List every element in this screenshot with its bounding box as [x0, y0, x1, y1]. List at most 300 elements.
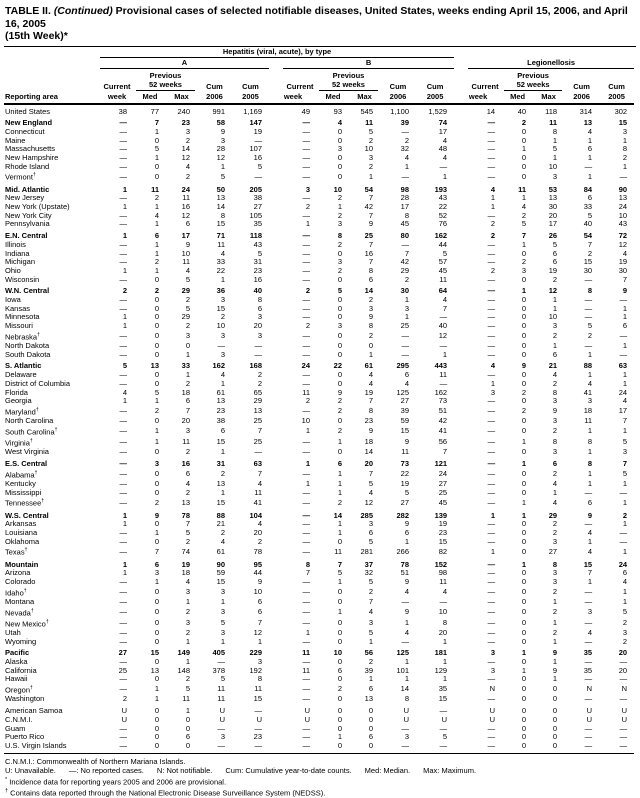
reporting-area: Iowa: [5, 296, 21, 305]
cell-value: U: [121, 714, 127, 724]
cell-value: 0: [533, 742, 564, 753]
cell-value: 5: [337, 286, 342, 296]
cell-value: 0: [521, 349, 527, 359]
table-row: [4, 331, 634, 342]
cell-value: 4: [122, 387, 127, 397]
reporting-area: Pacific: [5, 648, 30, 658]
cell-value: 6: [622, 568, 628, 578]
cell-value: 3: [521, 265, 527, 275]
cell-value: 1: [552, 636, 558, 646]
cell-value: 9: [587, 510, 593, 520]
cell-value: 1: [490, 193, 496, 203]
cell-value: —: [119, 274, 127, 284]
cell-value: 0: [154, 303, 159, 313]
cell-value: 21: [548, 361, 558, 371]
cell-value: 314: [579, 106, 593, 116]
cell-value: —: [487, 694, 496, 704]
cell-value: 51: [400, 568, 409, 578]
cell-value: 9: [368, 312, 373, 322]
cell-value: 3: [220, 135, 225, 145]
cell-value: U: [621, 706, 628, 716]
table-row: [4, 322, 634, 331]
cell-value: 2: [490, 231, 496, 241]
cell-value: 1: [622, 426, 628, 436]
cell-value: 1: [552, 618, 558, 628]
cell-value: —: [619, 674, 628, 684]
cell-value: 23: [181, 118, 190, 128]
cell-value: 3: [257, 312, 262, 322]
cell-value: 1: [220, 636, 225, 646]
reporting-area: Tennessee†: [5, 498, 45, 508]
reporting-area: South Carolina†: [5, 426, 58, 437]
cell-value: —: [302, 527, 310, 537]
cell-value: —: [254, 706, 262, 716]
cell-value: 0: [521, 723, 527, 733]
cell-value: 2: [552, 519, 558, 529]
reporting-area: Alaska: [5, 658, 28, 667]
cell-value: 7: [622, 459, 628, 469]
reporting-area: District of Columbia: [5, 379, 71, 388]
cell-value: 1: [587, 468, 593, 478]
cell-value: —: [302, 341, 310, 351]
col-header-cum: Cum: [389, 81, 407, 91]
cell-value: 1: [552, 341, 558, 351]
cell-value: 0: [521, 527, 527, 537]
cell-value: —: [302, 657, 310, 667]
cell-value: 1: [368, 636, 373, 646]
cell-value: 0: [521, 153, 527, 163]
cell-value: 31: [216, 459, 225, 469]
cell-value: —: [401, 349, 409, 359]
cell-value: 17: [618, 406, 628, 416]
cell-value: 14: [181, 144, 190, 154]
cell-value: 991: [212, 106, 225, 116]
cell-value: 19: [400, 478, 409, 488]
cell-value: 1: [622, 519, 628, 529]
cell-value: 2: [185, 606, 190, 616]
cell-value: 1: [622, 341, 628, 351]
cell-value: 4: [404, 378, 409, 388]
cell-value: 1: [368, 349, 373, 359]
cell-value: 1: [587, 576, 593, 586]
cell-value: 29: [181, 286, 190, 296]
cell-value: 4: [587, 126, 593, 136]
title-main-text: Provisional cases of selected notifiable diseases, United States, weeks ending April 15, 2006, and April 16, 2005: [5, 5, 628, 30]
cell-value: 1: [337, 576, 342, 586]
cell-value: 10: [438, 606, 448, 616]
cell-value: 0: [521, 426, 527, 436]
cell-value: U: [586, 706, 593, 716]
cell-value: 11: [302, 665, 310, 675]
reporting-area: Pennsylvania: [5, 220, 50, 229]
cell-value: 1: [552, 303, 558, 313]
cell-value: 5: [185, 684, 190, 694]
cell-value: 1: [552, 657, 558, 667]
cell-value: 23: [216, 406, 225, 416]
cell-value: —: [302, 684, 310, 694]
cell-value: 98: [438, 568, 448, 578]
cell-value: 443: [434, 361, 448, 371]
reporting-area: United States: [5, 106, 51, 116]
reporting-area: Wyoming: [5, 637, 37, 646]
cell-value: —: [487, 732, 496, 742]
cell-value: 0: [134, 742, 166, 753]
table-row: [4, 716, 634, 725]
cell-value: 22: [333, 361, 342, 371]
cell-value: 9: [404, 606, 409, 616]
cell-value: 229: [249, 648, 262, 658]
cell-value: 162: [434, 387, 448, 397]
col-header-med: Med: [502, 91, 533, 104]
cell-value: 73: [400, 459, 409, 469]
cell-value: 11: [334, 546, 342, 556]
cell-value: 22: [216, 265, 225, 275]
cell-value: —: [401, 636, 409, 646]
cell-value: 11: [217, 239, 225, 249]
cell-value: 0: [552, 684, 558, 694]
cell-value: 11: [151, 184, 159, 194]
cell-value: 20: [618, 648, 628, 658]
col-header-cum: Cum: [608, 81, 625, 91]
reporting-area: Illinois: [5, 240, 26, 249]
cell-value: 1: [622, 370, 628, 380]
cell-value: 1: [154, 437, 159, 447]
cell-value: 42: [400, 257, 409, 267]
cell-value: 80: [400, 231, 409, 241]
cell-value: 13: [618, 193, 628, 203]
cell-value: 0: [337, 312, 342, 322]
cell-value: 4: [185, 265, 190, 275]
col-header-previous: Previous: [149, 70, 182, 80]
cell-value: 8: [337, 231, 342, 241]
col-header-current: Current: [103, 81, 131, 91]
cell-value: 1: [490, 546, 496, 556]
cell-value: 40: [583, 219, 593, 229]
table-row: [4, 667, 634, 676]
cell-value: 1: [122, 510, 127, 520]
cell-value: 3: [490, 665, 496, 675]
cell-value: —: [302, 312, 310, 322]
cell-value: 20: [618, 665, 628, 675]
cell-value: 52: [438, 210, 448, 220]
cell-value: 4: [185, 576, 190, 586]
cell-value: 9: [552, 406, 558, 416]
table-row: [4, 128, 634, 137]
cell-value: 0: [154, 349, 159, 359]
cell-value: 1: [521, 648, 527, 658]
cell-value: 90: [216, 559, 225, 569]
cell-value: 45: [400, 219, 409, 229]
cell-value: 63: [253, 459, 262, 469]
cell-value: 4: [368, 606, 373, 616]
cell-value: 2: [257, 536, 262, 546]
reporting-area: W.S. Central: [5, 510, 49, 520]
cell-value: 1: [122, 321, 127, 331]
cell-value: 10: [548, 312, 558, 322]
cell-value: 63: [618, 361, 628, 371]
cell-value: 1: [337, 527, 342, 537]
cell-value: 2: [587, 248, 593, 258]
cell-value: —: [439, 312, 448, 322]
cell-value: 2: [337, 406, 342, 416]
cell-value: 1,100: [390, 106, 409, 116]
cell-value: —: [487, 274, 496, 284]
cell-value: 3: [154, 568, 159, 578]
reporting-area: New Jersey: [5, 194, 45, 203]
cell-value: 9: [404, 519, 409, 529]
cell-value: 0: [154, 706, 159, 716]
cell-value: 2: [622, 618, 628, 628]
cell-value: 4: [368, 487, 373, 497]
cell-value: 5: [220, 618, 225, 628]
cell-value: 3: [552, 416, 558, 426]
cell-value: 20: [364, 459, 373, 469]
reporting-area: New England: [5, 118, 53, 128]
cell-value: —: [254, 135, 262, 145]
cell-value: —: [487, 596, 496, 606]
reporting-area: Michigan: [5, 258, 36, 267]
cell-value: —: [119, 248, 127, 258]
cell-value: 2: [552, 606, 558, 616]
cell-value: —: [302, 349, 310, 359]
cell-value: —: [302, 723, 310, 733]
cell-value: 1: [587, 536, 593, 546]
table-row: [4, 145, 634, 154]
cell-value: —: [487, 248, 496, 258]
cell-value: 0: [368, 714, 373, 724]
cell-value: —: [584, 694, 593, 704]
cell-value: 0: [154, 714, 159, 724]
cell-value: 50: [216, 184, 225, 194]
cell-value: —: [487, 416, 496, 426]
cell-value: —: [302, 497, 310, 507]
cell-value: 3: [220, 627, 225, 637]
cell-value: U: [586, 714, 593, 724]
cell-value: 1: [154, 219, 159, 229]
cell-value: 6: [185, 468, 190, 478]
cell-value: 3: [368, 303, 373, 313]
reporting-area: Alabama†: [5, 469, 38, 480]
cell-value: 1: [122, 202, 127, 212]
cell-value: 5: [552, 144, 558, 154]
cell-value: 23: [364, 416, 373, 426]
cell-value: —: [119, 349, 127, 359]
cell-value: —: [302, 193, 310, 203]
cell-value: 0: [368, 341, 373, 351]
cell-value: 49: [301, 106, 310, 116]
cell-value: 6: [154, 559, 159, 569]
cell-value: 2: [154, 286, 159, 296]
cell-value: 29: [400, 265, 409, 275]
cell-value: —: [119, 126, 127, 136]
cell-value: 7: [368, 596, 373, 606]
cell-value: —: [119, 153, 127, 163]
cell-value: 1: [521, 497, 527, 507]
cell-value: 2: [305, 321, 310, 331]
col-header-current: Current: [286, 81, 314, 91]
cell-value: 20: [253, 527, 262, 537]
cell-value: 1: [368, 171, 373, 181]
table-row: [4, 380, 634, 389]
cell-value: 8: [368, 406, 373, 416]
cell-value: 1: [154, 248, 159, 258]
cell-value: 16: [253, 153, 262, 163]
cell-value: 1: [305, 478, 310, 488]
cell-value: 11: [439, 576, 448, 586]
reporting-area: Nebraska†: [5, 331, 40, 342]
cell-value: 10: [181, 248, 190, 258]
cell-value: 3: [220, 606, 225, 616]
cell-value: 1: [154, 694, 159, 704]
cell-value: —: [487, 447, 496, 457]
title-week-line: (15th Week)*: [5, 30, 68, 42]
group-header-hepatitis-a: [100, 58, 269, 69]
cell-value: 8: [404, 210, 409, 220]
cell-value: —: [487, 497, 496, 507]
cell-value: 0: [368, 706, 373, 716]
cell-value: 53: [548, 184, 558, 194]
cell-value: —: [302, 248, 310, 258]
cell-value: 0: [337, 706, 342, 716]
cell-value: 30: [618, 265, 628, 275]
table-row: [4, 538, 634, 547]
cell-value: 2: [257, 370, 262, 380]
cell-value: 15: [216, 303, 225, 313]
cell-value: —: [119, 118, 127, 128]
cell-value: 33: [216, 257, 225, 267]
table-row: [4, 457, 634, 469]
cell-value: 72: [618, 231, 628, 241]
cell-value: 285: [360, 510, 373, 520]
cell-value: 7: [404, 248, 409, 258]
reporting-area: Georgia: [5, 397, 32, 406]
cell-value: —: [619, 723, 628, 733]
cell-value: 1: [404, 161, 409, 171]
cell-value: 0: [337, 331, 342, 341]
cell-value: 3: [622, 627, 628, 637]
reporting-area: Maine: [5, 136, 26, 145]
cell-value: —: [302, 274, 310, 284]
col-header-2005: 2005: [416, 91, 454, 104]
cell-value: 2: [337, 210, 342, 220]
cell-value: 0: [552, 723, 558, 733]
cell-value: —: [401, 171, 409, 181]
cell-value: 7: [257, 618, 262, 628]
cell-value: 2: [368, 586, 373, 596]
group-header-hepatitis-label: Hepatitis (viral, acute), by type: [100, 47, 454, 58]
dagger-footnote-mark: †: [54, 426, 58, 433]
cell-value: 40: [438, 321, 448, 331]
cell-value: 5: [442, 248, 448, 258]
col-header-2006: 2006: [197, 91, 232, 104]
cell-value: 1: [337, 437, 342, 447]
cell-value: —: [439, 378, 448, 388]
cell-value: 10: [548, 161, 558, 171]
cell-value: 1: [154, 396, 159, 406]
cell-value: 4: [622, 248, 628, 258]
cell-value: 1: [622, 586, 628, 596]
cell-value: —: [302, 118, 310, 128]
cell-value: 162: [212, 361, 225, 371]
cell-value: 0: [521, 396, 527, 406]
reporting-area: W.N. Central: [5, 286, 50, 296]
cell-value: 1: [404, 536, 409, 546]
cell-value: —: [439, 723, 448, 733]
cell-value: 25: [118, 665, 127, 675]
cell-value: 0: [154, 161, 159, 171]
cell-value: 4: [552, 497, 558, 507]
cell-value: 0: [337, 536, 342, 546]
col-header-week: week: [100, 91, 134, 104]
cell-value: 2: [521, 406, 527, 416]
cell-value: 2: [622, 636, 628, 646]
reporting-area: Florida: [5, 388, 28, 397]
cell-value: 9: [622, 286, 628, 296]
reporting-area: Guam: [5, 724, 26, 733]
cell-value: 15: [150, 648, 159, 658]
cell-value: —: [619, 331, 628, 341]
cell-value: —: [401, 126, 409, 136]
cell-value: U: [489, 714, 496, 724]
cell-value: —: [584, 519, 593, 529]
cell-value: 73: [438, 396, 448, 406]
cell-value: —: [302, 596, 310, 606]
table-row: [4, 203, 634, 212]
cell-value: 0: [337, 447, 342, 457]
cell-value: 42: [364, 202, 373, 212]
table-row: [4, 607, 634, 618]
header-spacer: [4, 47, 100, 58]
cell-value: —: [439, 596, 448, 606]
cell-value: 2: [185, 627, 190, 637]
table-row: [4, 406, 634, 417]
cell-value: 76: [438, 219, 448, 229]
cell-value: 3: [337, 219, 342, 229]
cell-value: N: [489, 684, 496, 694]
cell-value: 148: [177, 665, 190, 675]
cell-value: 1: [521, 286, 527, 296]
cell-value: 78: [400, 559, 409, 569]
cell-value: 1: [305, 627, 310, 637]
cell-value: 12: [253, 627, 262, 637]
cell-value: 61: [364, 361, 373, 371]
cell-value: 6: [337, 459, 342, 469]
cell-value: —: [119, 171, 127, 181]
cell-value: 0: [521, 657, 527, 667]
cell-value: —: [487, 295, 496, 305]
cell-value: 2: [521, 118, 527, 128]
cell-value: —: [487, 321, 496, 331]
cell-value: —: [584, 295, 593, 305]
dagger-footnote-mark: †: [45, 618, 49, 625]
cell-value: 16: [181, 202, 190, 212]
cell-value: 13: [216, 478, 225, 488]
table-row: [4, 194, 634, 203]
col-header-current: Current: [471, 81, 499, 91]
cell-value: 23: [253, 265, 262, 275]
cell-value: —: [119, 295, 127, 305]
cell-value: 6: [587, 144, 593, 154]
cell-value: 0: [154, 657, 159, 667]
cell-value: 0: [337, 723, 342, 733]
col-header-2006: 2006: [380, 91, 416, 104]
cell-value: 0: [521, 295, 527, 305]
cell-value: —: [119, 193, 127, 203]
reporting-area: American Samoa: [5, 706, 63, 716]
cell-value: 5: [368, 536, 373, 546]
table-row: [4, 546, 634, 557]
cell-value: U: [304, 706, 310, 716]
